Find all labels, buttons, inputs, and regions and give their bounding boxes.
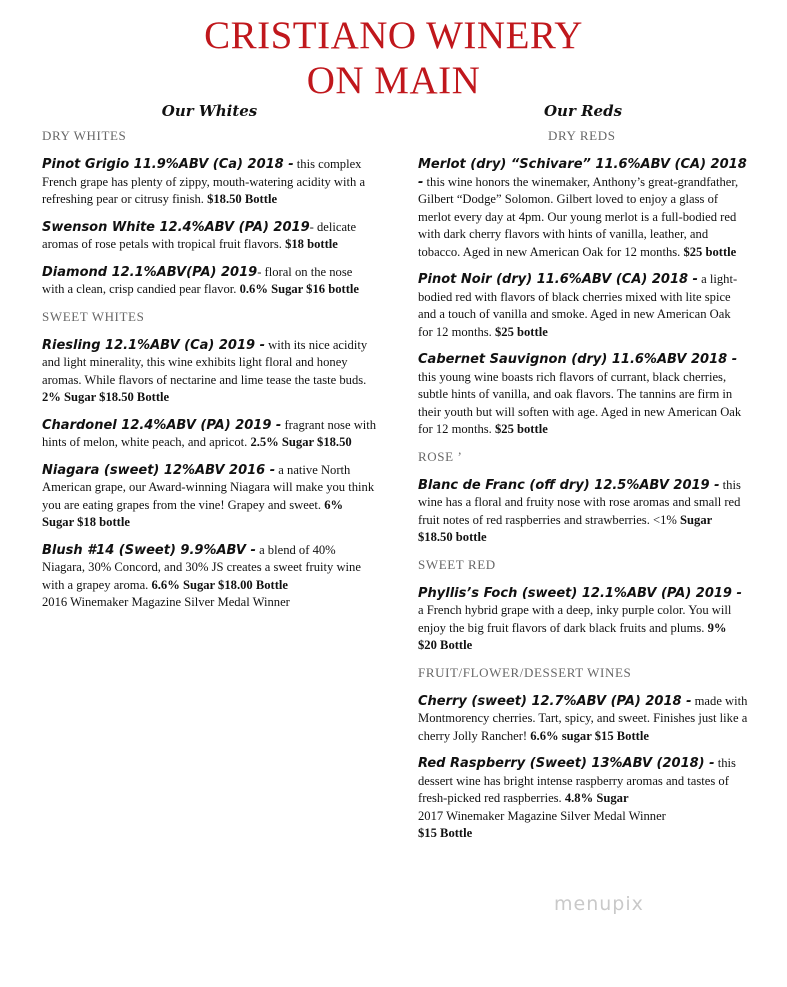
wine-name: Red Raspberry (Sweet) 13%ABV (2018) - [418,756,715,771]
wine-desc: a light-bodied red with flavors of black cherries mixed with lite spice and a touch of vanilla and smoke. Aged in new American Oak for 12 months. [418,272,738,339]
wine-price: $25 bottle [494,422,548,436]
wine-desc: with its nice acidity and light minerality, this wine exhibits light floral and honey aromas. While flavors of nectarine and lime tease the taste buds. [42,337,368,387]
wine-desc: this wine honors the winemaker, Anthony’s great-grandfather, Gilbert “Dodge” Solomon. Gilbert loved to enjoy a glass of merlot every day at 4pm. Our young merlot is a full-bodied red with dark cherry flavors with hints of vanilla, leather, and tobacco. Aged in new American Oak for 12 months. [418,174,739,259]
menu-title [0,13,787,103]
wine-price: 2.5% Sugar $18.50 [250,435,352,449]
wine-name: Chardonel 12.4%ABV (PA) 2019 - [42,417,282,433]
wine-name: Diamond 12.1%ABV(PA) 2019 [42,264,258,280]
wine-item [418,585,748,655]
wine-name: Blanc de Franc (off dry) 12.5%ABV 2019 - [418,477,720,493]
wine-desc: this complex French grape has plenty of zippy, mouth-watering acidity with a refreshing pear or citrusy finish. [42,157,366,206]
wine-name: Phyllis’s Foch (sweet) 12.1%ABV (PA) 2019 - [418,585,742,601]
wine-price: Sugar $18.50 bottle [418,512,713,544]
wine-item [418,755,748,843]
wine-price: 6% Sugar $18 bottle [42,497,344,529]
wine-item [42,542,377,612]
wine-desc: - delicate aromas of rose petals with tropical fruit flavors. [42,219,357,251]
wine-desc: a French hybrid grape with a deep, inky purple color. You will enjoy the big fruit flavors of dark black fruits and plums. [418,603,732,635]
section-label-dry-whites: DRY WHITES [42,128,127,143]
wine-desc: this dessert wine has bright intense raspberry aromas and tastes of fresh-picked red raspberries. [418,756,736,805]
section-label-sweet-red: SWEET RED [418,556,496,572]
wine-desc: - floral on the nose with a clean, crisp candied pear flavor. [42,264,353,296]
wine-desc: fragrant nose with hints of melon, white peach, and apricot. [42,417,377,449]
wine-item [42,462,377,532]
wine-item [418,271,748,341]
wine-item [418,693,748,746]
wine-item [42,219,377,254]
wine-name: Cabernet Sauvignon (dry) 11.6%ABV 2018 - [418,352,738,367]
wine-desc: this young wine boasts rich flavors of currant, black cherries, subtle hints of vanilla, and oak flavors. The tannins are firm in their youth but will soften with age. Aged in new American Oak for 12 months. [418,369,742,436]
wine-price-bottle: $15 Bottle [418,826,473,840]
section-label-rose: ROSE ʼ [418,448,463,464]
watermark: menupix [554,893,644,915]
wine-price: $18 bottle [285,237,338,251]
section-label-sweet-whites: SWEET WHITES [42,308,145,324]
wine-item [42,264,377,299]
wine-price: 2% Sugar $18.50 Bottle [42,390,170,404]
wine-desc: this wine has a floral and fruity nose with rose aromas and small red fruit notes of red raspberries and strawberries. <1% [418,477,741,527]
title-line-1: CRISTIANO WINERY [204,14,583,57]
wine-price: 6.6% sugar $15 Bottle [530,728,649,743]
section-label-fruit-dessert: FRUIT/FLOWER/DESSERT WINES [418,664,632,680]
wine-item [42,337,377,407]
wine-price: $18.50 Bottle [207,192,278,206]
wine-item [418,156,748,261]
wine-item [418,351,748,439]
section-label-dry-reds: DRY REDS [548,128,616,143]
wine-item [42,417,377,452]
wine-name: Swenson White 12.4%ABV (PA) 2019 [42,219,310,235]
wine-desc: a blend of 40% Niagara, 30% Concord, and 30% JS creates a sweet fruity wine with a grapey aroma. [42,542,361,592]
wine-name: Pinot Noir (dry) 11.6%ABV (CA) 2018 - [418,272,698,287]
wine-price: 9% $20 Bottle [418,620,727,652]
whites-column [42,100,377,622]
wine-price: $25 bottle [494,324,548,339]
wine-name: Pinot Grigio 11.9%ABV (Ca) 2018 - [42,157,294,172]
wine-price: 4.8% Sugar [564,791,629,805]
award-note: 2017 Winemaker Magazine Silver Medal Winner [418,808,666,823]
wine-item [42,156,377,209]
wine-name: Merlot (dry) “Schivare” 11.6%ABV (CA) 2018 - [418,157,747,190]
wine-desc: made with Montmorency cherries. Tart, spicy, and sweet. Finishes just like a cherry Jolly Rancher! [418,693,748,743]
whites-heading: Our Whites [161,102,258,120]
reds-heading: Our Reds [543,102,623,120]
title-line-2: ON MAIN [306,59,481,102]
reds-column [418,100,748,853]
wine-price: 0.6% Sugar $16 bottle [239,282,359,296]
wine-desc: a native North American grape, our Award-winning Niagara will make you think you are eating grapes from the vine! Grapey and sweet. [42,462,375,512]
wine-item [418,477,748,547]
wine-price: $25 bottle [683,244,737,259]
wine-name: Riesling 12.1%ABV (Ca) 2019 - [42,337,265,353]
wine-name: Niagara (sweet) 12%ABV 2016 - [42,462,276,478]
wine-name: Blush #14 (Sweet) 9.9%ABV - [42,542,256,558]
wine-price: 6.6% Sugar $18.00 Bottle [151,577,289,592]
wine-name: Cherry (sweet) 12.7%ABV (PA) 2018 - [418,693,692,709]
award-note: 2016 Winemaker Magazine Silver Medal Winner [42,595,290,609]
